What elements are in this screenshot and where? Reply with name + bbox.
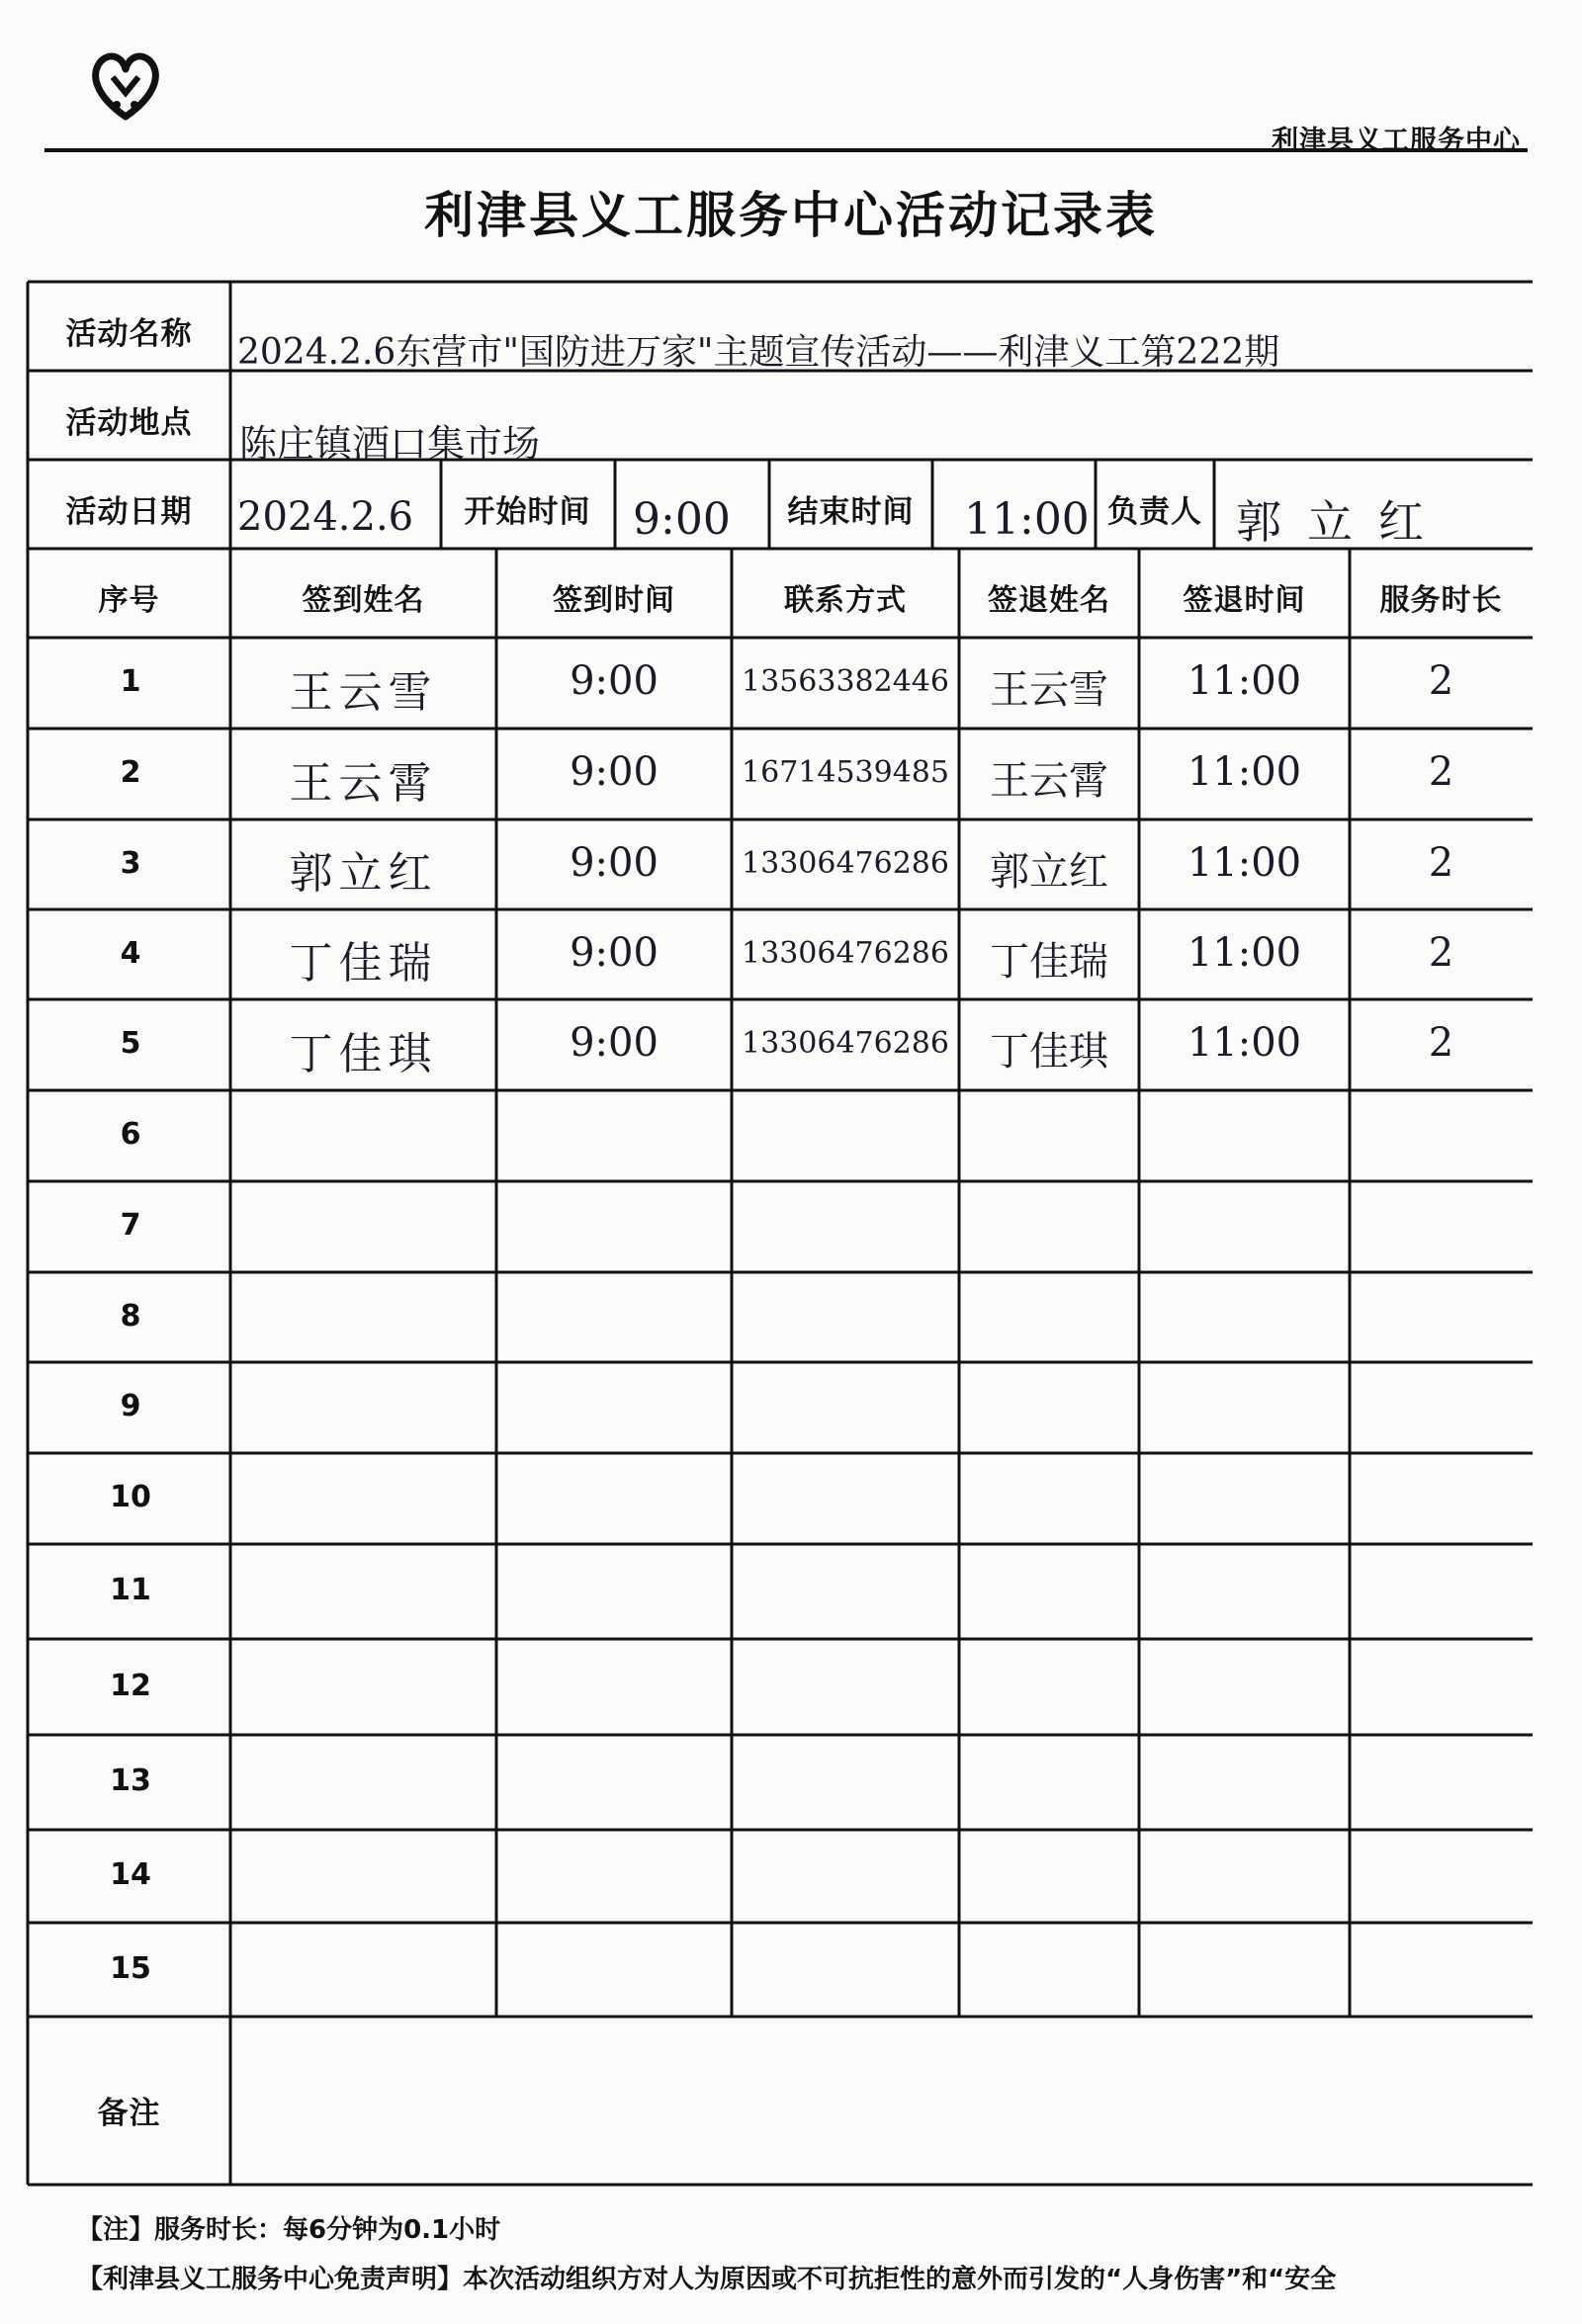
row-number: 15 xyxy=(110,1950,151,1986)
contact-phone: 13306476286 xyxy=(742,935,949,971)
activity-date-value: 2024.2.6 xyxy=(237,494,414,540)
column-header: 签退姓名 xyxy=(988,583,1110,618)
column-header: 联系方式 xyxy=(784,583,907,618)
column-header: 签到时间 xyxy=(553,583,675,618)
row-number: 6 xyxy=(120,1117,141,1152)
service-hours: 2 xyxy=(1428,839,1454,886)
row-number: 8 xyxy=(120,1298,141,1334)
start-time-value: 9:00 xyxy=(633,494,731,545)
row-number: 5 xyxy=(120,1026,141,1061)
contact-phone: 13563382446 xyxy=(742,664,949,700)
sign-in-time: 9:00 xyxy=(570,1020,659,1067)
sign-in-name: 丁佳瑞 xyxy=(289,938,438,990)
sign-out-time: 11:00 xyxy=(1186,929,1302,976)
end-time-value: 11:00 xyxy=(964,494,1090,545)
activity-location-value: 陈庄镇酒口集市场 xyxy=(239,422,541,466)
end-time-label: 结束时间 xyxy=(787,494,915,530)
service-hours: 2 xyxy=(1428,658,1454,705)
activity-name-value: 2024.2.6东营市"国防进万家"主题宣传活动——利津义工第222期 xyxy=(237,332,1280,373)
column-header: 签到姓名 xyxy=(302,583,425,618)
row-number: 1 xyxy=(120,664,141,699)
contact-phone: 16714539485 xyxy=(742,755,949,791)
row-number: 14 xyxy=(110,1857,151,1892)
service-hours: 2 xyxy=(1428,749,1454,796)
sign-out-time: 11:00 xyxy=(1186,839,1302,886)
sign-out-name: 丁佳瑞 xyxy=(990,938,1108,985)
row-number: 11 xyxy=(110,1573,151,1607)
row-number: 4 xyxy=(120,935,141,971)
contact-phone: 13306476286 xyxy=(742,1026,949,1062)
row-number: 2 xyxy=(120,755,141,790)
sign-in-time: 9:00 xyxy=(570,749,659,796)
row-number: 9 xyxy=(120,1389,141,1423)
column-header: 签退时间 xyxy=(1183,583,1306,618)
service-hours-note: 【注】服务时长：每6分钟为0.1小时 xyxy=(77,2215,501,2245)
disclaimer-text: 【利津县义工服务中心免责声明】本次活动组织方对人为原因或不可抗拒性的意外而引发的“人身伤害”和“安全 xyxy=(77,2265,1337,2294)
activity-name-label: 活动名称 xyxy=(65,316,193,352)
sign-out-time: 11:00 xyxy=(1186,749,1302,796)
sign-out-name: 丁佳琪 xyxy=(990,1029,1108,1076)
organization-name: 利津县义工服务中心 xyxy=(1272,126,1521,156)
column-header: 序号 xyxy=(98,583,160,618)
sign-out-time: 11:00 xyxy=(1186,1020,1302,1067)
sign-in-name: 王云雪 xyxy=(289,666,438,718)
leader-label: 负责人 xyxy=(1107,494,1202,530)
sign-out-name: 郭立红 xyxy=(990,848,1108,895)
sign-in-name: 王云霄 xyxy=(289,757,438,809)
column-header: 服务时长 xyxy=(1379,583,1503,618)
activity-date-label: 活动日期 xyxy=(65,494,193,530)
sign-in-time: 9:00 xyxy=(570,658,659,705)
row-number: 13 xyxy=(110,1764,151,1798)
sign-out-name: 王云霄 xyxy=(990,758,1108,805)
remarks-label: 备注 xyxy=(97,2096,161,2131)
page-title: 利津县义工服务中心活动记录表 xyxy=(424,187,1158,244)
service-hours: 2 xyxy=(1428,929,1454,976)
activity-location-label: 活动地点 xyxy=(65,405,193,441)
row-number: 3 xyxy=(120,845,141,881)
row-number: 12 xyxy=(110,1668,151,1703)
leader-value: 郭立红 xyxy=(1236,495,1450,549)
sign-in-time: 9:00 xyxy=(570,929,659,976)
row-number: 10 xyxy=(110,1480,151,1514)
sign-out-time: 11:00 xyxy=(1186,658,1302,705)
start-time-label: 开始时间 xyxy=(464,494,591,530)
contact-phone: 13306476286 xyxy=(742,845,949,881)
sign-in-name: 丁佳琪 xyxy=(289,1028,438,1079)
row-number: 7 xyxy=(120,1208,141,1243)
sign-out-name: 王云雪 xyxy=(990,667,1108,714)
sign-in-time: 9:00 xyxy=(570,839,659,886)
sign-in-name: 郭立红 xyxy=(289,848,438,900)
service-hours: 2 xyxy=(1428,1020,1454,1067)
